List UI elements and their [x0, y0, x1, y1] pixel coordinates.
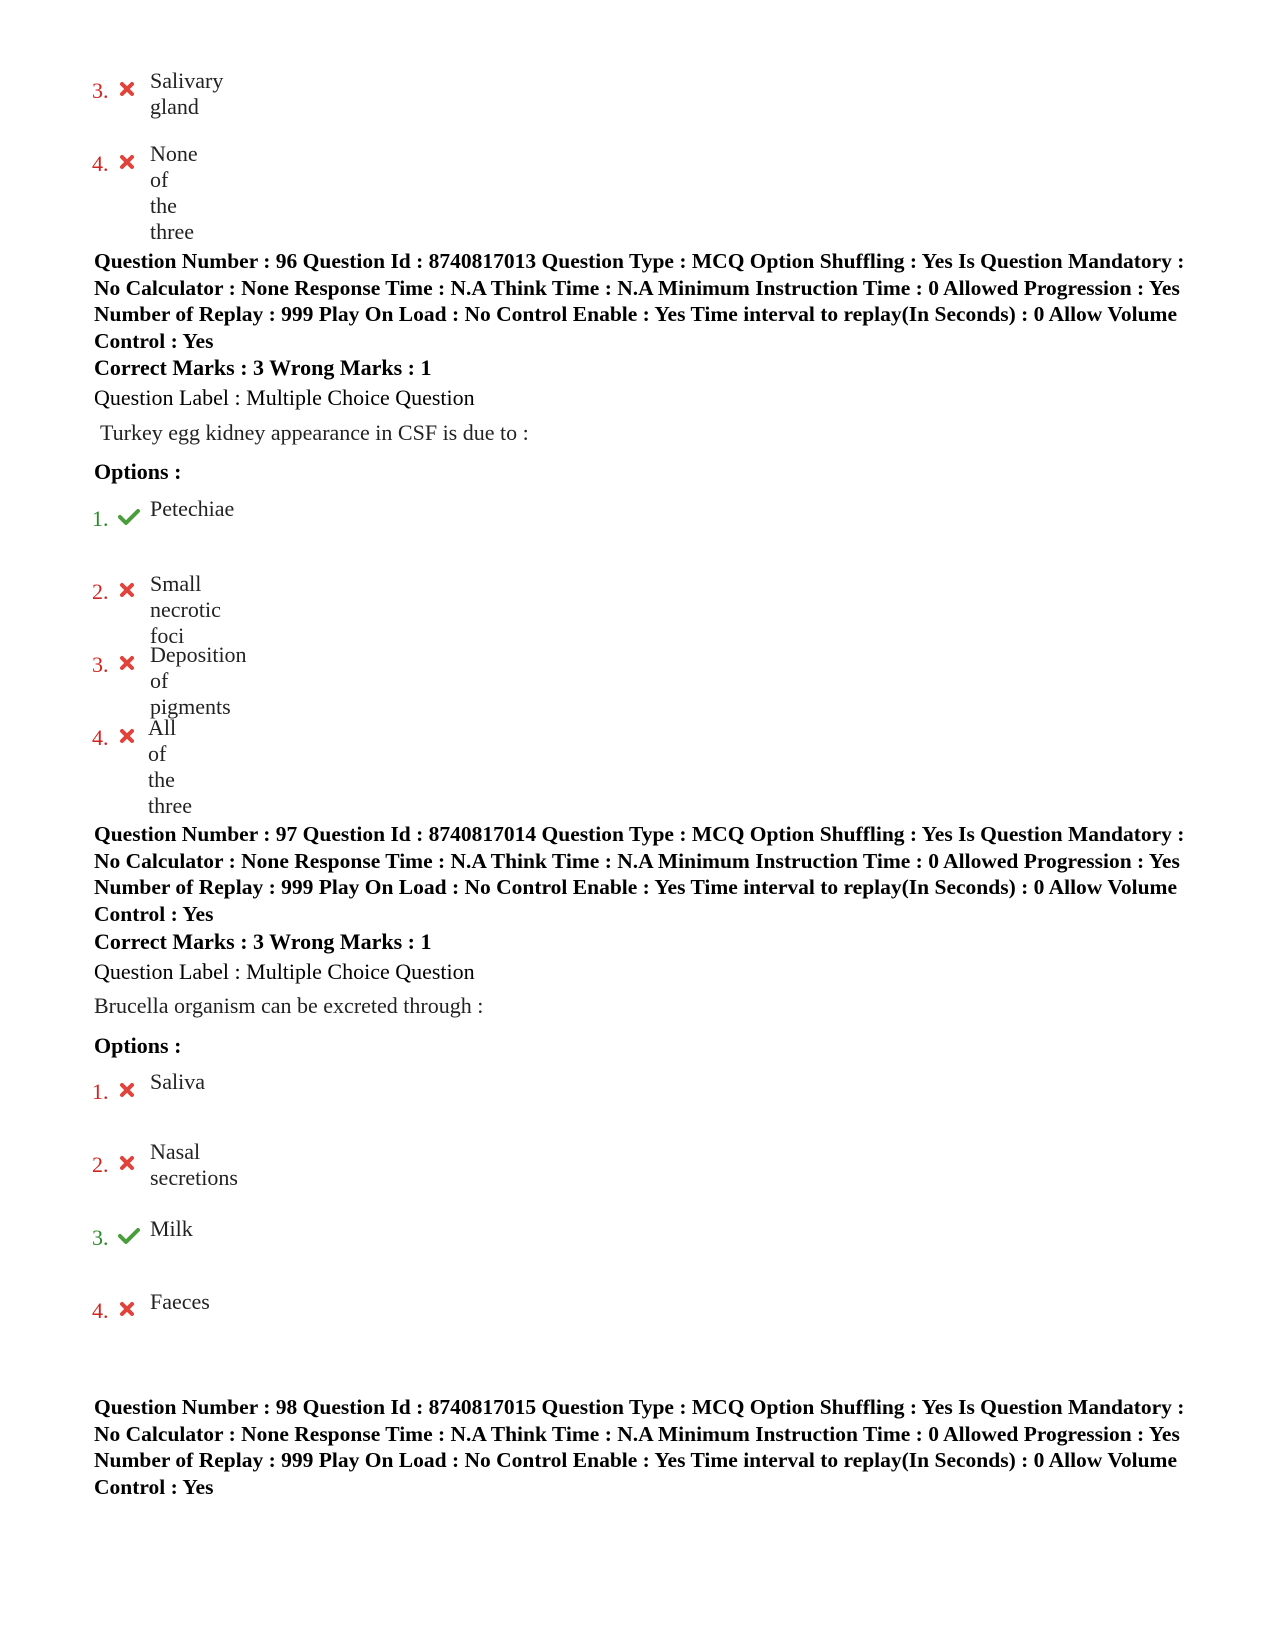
option-number: 3. [92, 652, 109, 677]
option-number: 3. [92, 1225, 109, 1250]
cross-icon [118, 1300, 136, 1318]
option-number: 1. [92, 1079, 109, 1104]
option-number: 3. [92, 78, 109, 103]
question-marks: Correct Marks : 3 Wrong Marks : 1 [94, 355, 432, 380]
cross-icon [118, 654, 136, 672]
question-meta: Question Number : 97 Question Id : 8740817014 Question Type : MCQ Option Shuffling : Yes Is Question Mandatory : No Calculator : None Response Time : N.A Think Time : N.A Minimum Instruction Time : 0 Allowed Progression : Yes Number of Replay : 999 Play On Load : No Control Enable : Yes Time interval to replay(In Seconds) : 0 Allow Volume Control : Yes [94, 822, 1185, 926]
option-number: 4. [92, 151, 109, 176]
option-number: 1. [92, 506, 109, 531]
options-heading: Options : [94, 459, 182, 484]
cross-icon [118, 1154, 136, 1172]
options-heading: Options : [94, 1033, 182, 1058]
option-number: 4. [92, 725, 109, 750]
option-number: 2. [92, 1152, 109, 1177]
question-meta: Question Number : 98 Question Id : 8740817015 Question Type : MCQ Option Shuffling : Yes Is Question Mandatory : No Calculator : None Response Time : N.A Think Time : N.A Minimum Instruction Time : 0 Allowed Progression : Yes Number of Replay : 999 Play On Load : No Control Enable : Yes Time interval to replay(In Seconds) : 0 Allow Volume Control : Yes [94, 1395, 1185, 1499]
option-text: Small necrotic foci [150, 571, 221, 648]
option-number: 4. [92, 1298, 109, 1323]
question-label: Question Label : Multiple Choice Question [94, 959, 475, 984]
question-label: Question Label : Multiple Choice Question [94, 385, 475, 410]
option-text: Salivary gland [150, 68, 224, 119]
option-text: All of the three [148, 715, 192, 818]
question-marks: Correct Marks : 3 Wrong Marks : 1 [94, 929, 432, 954]
cross-icon [118, 1081, 136, 1099]
option-text: Saliva [150, 1069, 205, 1094]
option-text: None of the three [150, 141, 198, 244]
option-text: Petechiae [150, 496, 235, 521]
cross-icon [118, 727, 136, 745]
cross-icon [118, 581, 136, 599]
check-icon [118, 1227, 140, 1245]
option-number: 2. [92, 579, 109, 604]
cross-icon [118, 153, 136, 171]
check-icon [118, 508, 140, 526]
option-text: Deposition of pigments [150, 642, 247, 719]
question-meta: Question Number : 96 Question Id : 8740817013 Question Type : MCQ Option Shuffling : Yes Is Question Mandatory : No Calculator : None Response Time : N.A Think Time : N.A Minimum Instruction Time : 0 Allowed Progression : Yes Number of Replay : 999 Play On Load : No Control Enable : Yes Time interval to replay(In Seconds) : 0 Allow Volume Control : Yes [94, 249, 1185, 353]
option-text: Faeces [150, 1289, 210, 1314]
option-text: Nasal secretions [150, 1139, 238, 1190]
question-text: Turkey egg kidney appearance in CSF is due to : [100, 420, 529, 445]
option-text: Milk [150, 1216, 193, 1241]
question-text: Brucella organism can be excreted through : [94, 993, 484, 1018]
cross-icon [118, 80, 136, 98]
